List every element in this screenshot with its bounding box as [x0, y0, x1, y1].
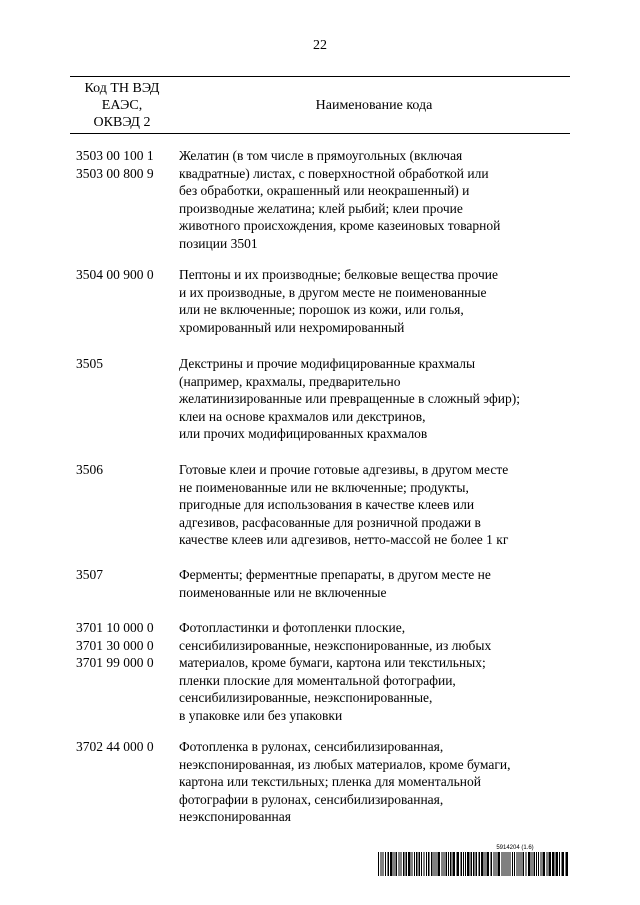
code-value: 3503 00 100 1 — [76, 148, 154, 163]
code-cell — [76, 266, 176, 284]
description-line: пленки плоские для моментальной фотографии, — [179, 672, 456, 688]
page-number: 22 — [313, 38, 327, 53]
description-cell — [179, 147, 574, 252]
code-cell — [76, 738, 176, 756]
description-line: Пептоны и их производные; белковые вещества прочие — [179, 267, 498, 282]
code-value: 3701 30 000 0 — [76, 637, 154, 653]
header-top-rule — [70, 76, 570, 77]
description-line: животного происхождения, кроме казеиновых товарной — [179, 218, 501, 233]
description-line: фотографии в рулонах, сенсибилизированная, — [179, 791, 444, 807]
header-bottom-rule — [70, 133, 570, 134]
code-value: 3701 10 000 0 — [76, 620, 154, 635]
description-line: желатинизированные или превращенные в сложный эфир); — [179, 391, 520, 406]
description-line: хромированный или нехромированный — [179, 319, 405, 335]
description-line: материалов, кроме бумаги, картона или текстильных; — [179, 655, 486, 670]
description-line: неэкспонированная, из любых материалов, кроме бумаги, — [179, 756, 511, 772]
description-line: адгезивов, расфасованные для розничной продажи в — [179, 514, 481, 530]
description-line: производные желатина; клей рыбий; клеи прочие — [179, 200, 463, 216]
description-line: Желатин (в том числе в прямоугольных (включая — [179, 148, 463, 163]
header-name-column: Наименование кода — [315, 98, 433, 113]
description-line: качестве клеев или адгезивов, нетто-массой не более 1 кг — [179, 532, 509, 547]
description-cell — [179, 619, 574, 724]
description-line: Фотопленка в рулонах, сенсибилизированная, — [179, 739, 444, 754]
description-line: сенсибилизированные, неэкспонированные, — [179, 690, 433, 705]
header-code-line: ЕАЭС, — [101, 98, 143, 113]
description-line: квадратные) листах, с поверхностной обработкой или — [179, 165, 489, 181]
description-line: картона или текстильных; пленка для моментальной — [179, 774, 481, 789]
description-cell — [179, 355, 574, 443]
description-line: позиции 3501 — [179, 235, 258, 251]
code-value: 3505 — [76, 356, 103, 371]
header-code-line: ОКВЭД 2 — [93, 115, 151, 130]
code-value: 3702 44 000 0 — [76, 739, 154, 754]
header-code-line: Код ТН ВЭД — [84, 81, 160, 96]
description-line: сенсибилизированные, неэкспонированные, из любых — [179, 637, 492, 653]
description-cell — [179, 461, 574, 549]
description-line: пригодные для использования в качестве клеев или — [179, 497, 475, 512]
description-line: неэкспонированная — [179, 809, 291, 824]
description-line: Ферменты; ферментные препараты, в другом месте не — [179, 567, 491, 582]
description-cell — [179, 566, 574, 601]
description-cell — [179, 266, 574, 336]
code-cell — [76, 566, 176, 584]
description-line: поименованные или не включенные — [179, 584, 387, 600]
description-line: и их производные, в другом месте не поименованные — [179, 284, 487, 300]
code-value: 3507 — [76, 567, 103, 582]
code-cell — [76, 355, 176, 373]
code-value: 3504 00 900 0 — [76, 267, 154, 282]
barcode-image — [378, 852, 570, 876]
code-cell — [76, 619, 176, 672]
code-value: 3701 99 000 0 — [76, 655, 154, 670]
description-line: без обработки, окрашенный или неокрашенный) и — [179, 183, 470, 198]
description-cell — [179, 738, 574, 826]
description-line: или не включенные; порошок из кожи, или голья, — [179, 302, 464, 317]
document-stamp: 5914204 (1.6) — [496, 845, 534, 851]
code-cell — [76, 147, 176, 182]
header-code-column — [70, 80, 174, 131]
description-line: (например, крахмалы, предварительно — [179, 373, 401, 389]
description-line: не поименованные или не включенные; продукты, — [179, 479, 469, 495]
description-line: в упаковке или без упаковки — [179, 707, 343, 723]
description-line: Готовые клеи и прочие готовые адгезивы, в другом месте — [179, 462, 509, 477]
description-line: Фотопластинки и фотопленки плоские, — [179, 620, 406, 635]
description-line: или прочих модифицированных крахмалов — [179, 426, 428, 441]
description-line: клеи на основе крахмалов или декстринов, — [179, 408, 426, 424]
code-value: 3506 — [76, 462, 103, 477]
description-line: Декстрины и прочие модифицированные крахмалы — [179, 356, 476, 371]
code-value: 3503 00 800 9 — [76, 165, 154, 181]
code-cell — [76, 461, 176, 479]
